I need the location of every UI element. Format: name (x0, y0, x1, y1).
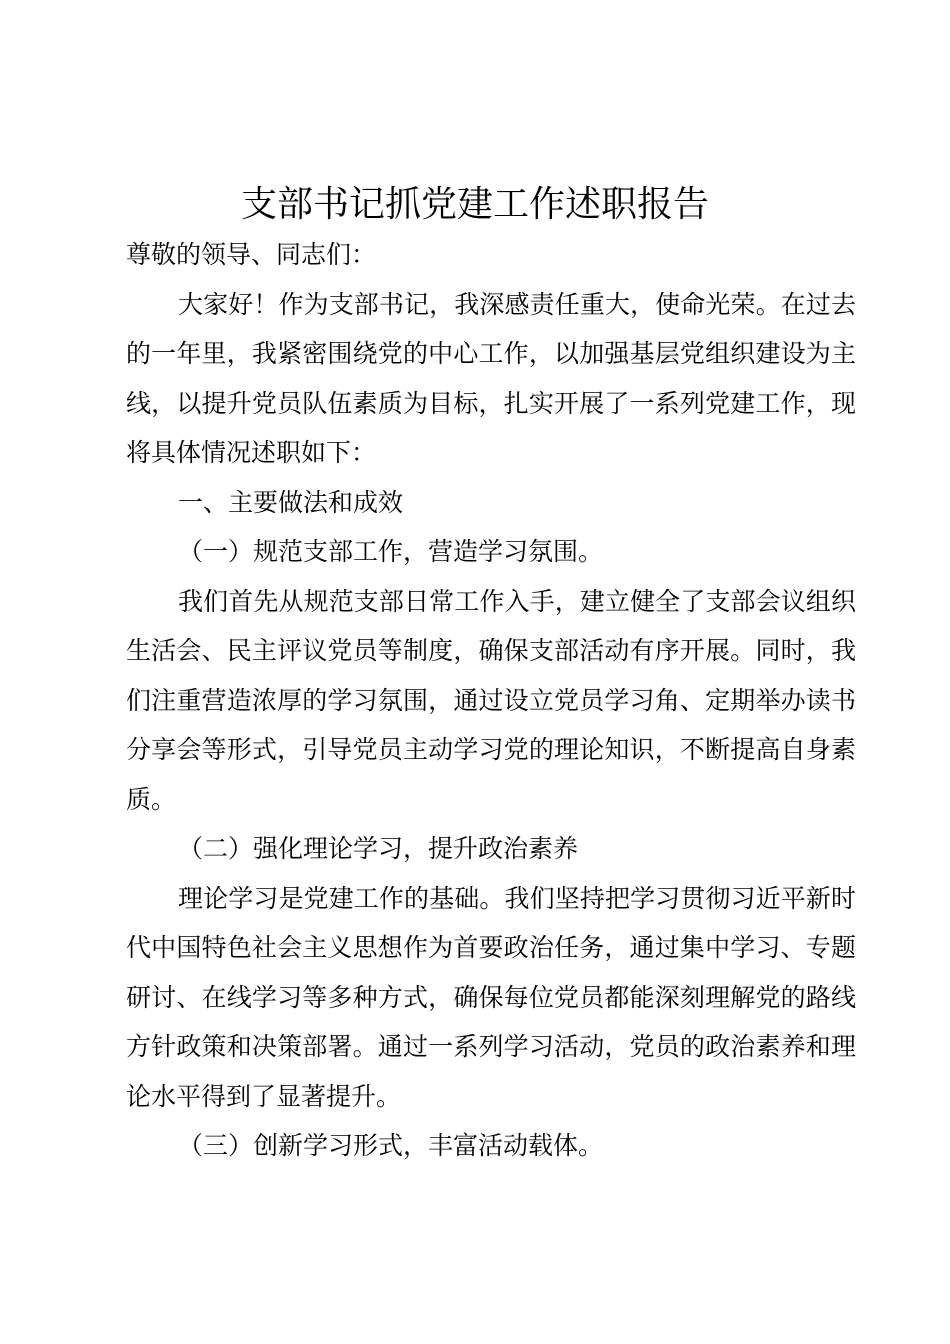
salutation: 尊敬的领导、同志们： (126, 240, 377, 269)
document-title: 支部书记抓党建工作述职报告 (240, 184, 709, 225)
paragraph-intro: 大家好！作为支部书记，我深感责任重大，使命光荣。在过去的一年里，我紧密围绕党的中心工作，以加强基层党组织建设为主线，以提升党员队伍素质为目标，扎实开展了一系列党建工作，现将具体情况述职如下： (126, 289, 856, 467)
subsection-heading-3: （三）创新学习形式，丰富活动载体。 (178, 1131, 604, 1160)
subsection-heading-2: （二）强化理论学习，提升政治素养 (178, 834, 579, 863)
subsection-heading-1: （一）规范支部工作，营造学习氛围。 (178, 537, 604, 566)
document-body (126, 230, 856, 1171)
section-heading-1: 一、主要做法和成效 (178, 487, 404, 517)
paragraph-2: 理论学习是党建工作的基础。我们坚持把学习贯彻习近平新时代中国特色社会主义思想作为首要政治任务，通过集中学习、专题研讨、在线学习等多种方式，确保每位党员都能深刻理解党的路线方针政策和决策部署。通过一系列学习活动，党员的政治素养和理论水平得到了显著提升。 (126, 883, 856, 1111)
paragraph-1: 我们首先从规范支部日常工作入手，建立健全了支部会议组织生活会、民主评议党员等制度，确保支部活动有序开展。同时，我们注重营造浓厚的学习氛围，通过设立党员学习角、定期举办读书分享会等形式，引导党员主动学习党的理论知识，不断提高自身素质。 (126, 586, 856, 814)
